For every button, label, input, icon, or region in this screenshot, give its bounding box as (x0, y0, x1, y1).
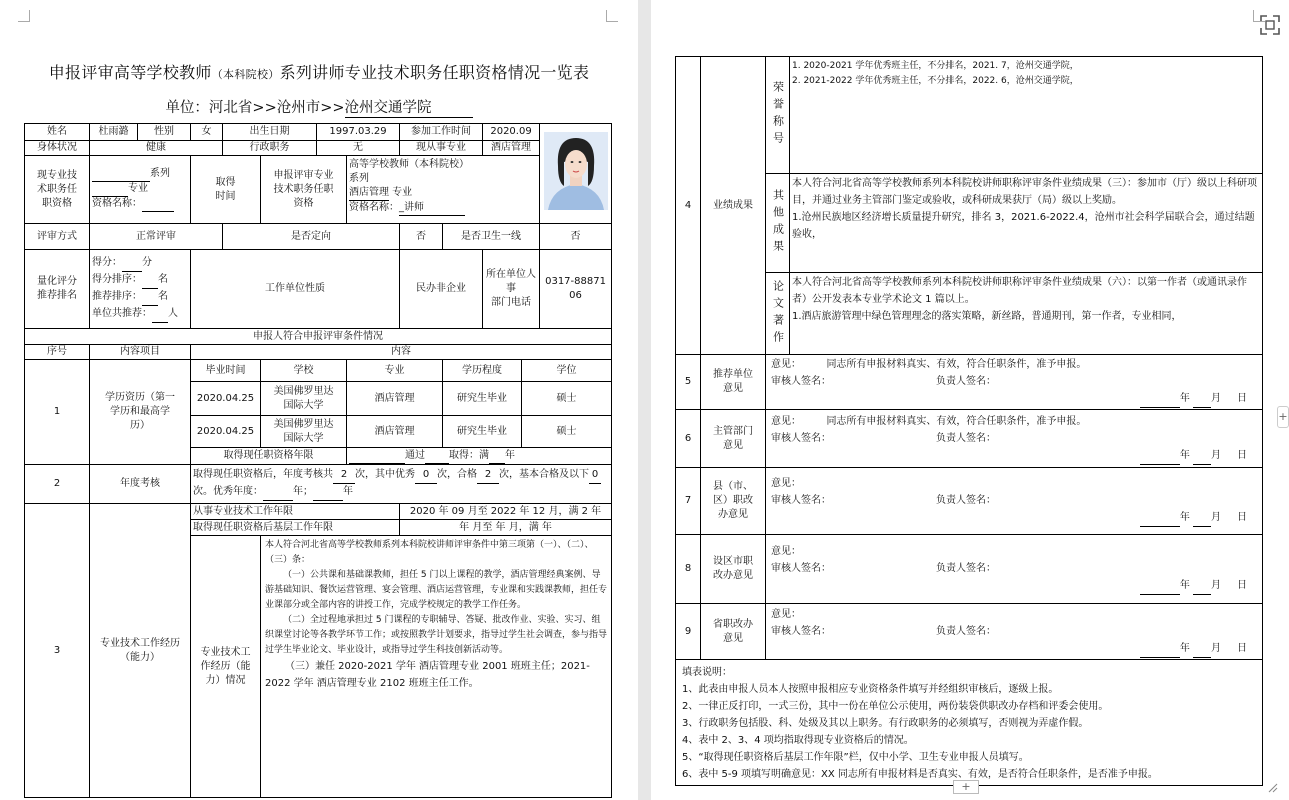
header-serial: 序号 (25, 345, 90, 360)
value-health: 健康 (90, 141, 223, 156)
serial-3: 3 (25, 504, 90, 798)
label-experience-detail: 专业技术工作经历（能力）情况 (191, 536, 261, 798)
page-1 (0, 0, 638, 800)
value-name: 杜雨潞 (90, 124, 138, 141)
table-row (25, 250, 612, 329)
table-row (25, 329, 612, 345)
page-corner-mark (606, 10, 618, 22)
serial-2: 2 (25, 465, 90, 504)
table-row (25, 224, 612, 250)
page-2 (651, 0, 1289, 800)
label-hr-phone: 所在单位人事 部门电话 (483, 250, 540, 329)
add-column-button[interactable]: + (1277, 406, 1289, 428)
papers: 本人符合河北省高等学校教师系列本科院校讲师职称评审条件业绩成果（六）：以第一作者（或通讯录作者）公开发表本专业学术论文 1 篇以上。 1.酒店旅游管理中绿色管理理念的落实策略，新丝路，普通期刊，第一作者，专业相同， (790, 273, 1263, 355)
table-row (25, 360, 612, 382)
table-row (676, 604, 1263, 660)
edu-degree: 硕士 (522, 416, 612, 448)
value-directional: 否 (400, 224, 443, 250)
label-birth: 出生日期 (223, 124, 317, 141)
table-row (676, 535, 1263, 604)
edu-date: 2020.04.25 (191, 416, 261, 448)
table-row (676, 468, 1263, 535)
table-row (676, 410, 1263, 468)
label-recommend-unit: 推荐单位意见 (701, 355, 766, 410)
label-county-office: 县（市、区）职改办意见 (701, 468, 766, 535)
table-row (25, 504, 612, 520)
edu-level: 研究生毕业 (443, 382, 522, 416)
add-row-button[interactable]: + (953, 780, 979, 794)
label-province-office: 省职改办意见 (701, 604, 766, 660)
serial-5: 5 (676, 355, 701, 410)
edu-header-degree: 学位 (522, 360, 612, 382)
label-other-results: 其他成果 (766, 174, 790, 273)
achievements-table (675, 56, 1263, 786)
edu-header-level: 学历程度 (443, 360, 522, 382)
opinion-county-office: 意见： 审核人签名： 负责人签名： 年 月 日 (766, 468, 1263, 535)
label-unit-nature: 工作单位性质 (191, 250, 400, 329)
table-row (25, 345, 612, 360)
item-annual-review: 年度考核 (90, 465, 191, 504)
applicant-photo (544, 132, 608, 210)
label-honors: 荣誉称号 (766, 57, 790, 174)
label-health: 身体状况 (25, 141, 90, 156)
unit-line: 单位：河北省>>沧州市>>沧州交通学院 (0, 96, 638, 118)
label-score-rank: 量化评分 推荐排名 (25, 250, 90, 329)
serial-7: 7 (676, 468, 701, 535)
label-current-major: 现从事专业 (400, 141, 483, 156)
experience-detail: 本人符合河北省高等学校教师系列本科院校讲师评审条件中第三项第（一）、（二）、（三）条： （一）公共课和基础课教师，担任 5 门以上课程的教学，酒店管理经典案例、导游基础知识、餐饮运营管理、宴会管理、酒店运营管理，专业课和实践课教师，担任专业课部分或全部内容的讲授工作，完成学校规定的教学工作任务。 （二）全过程地承担过 5 门课程的专职辅导、答疑、批改作业、实验、实习、组织课堂讨论等各教学环节工作；或按照教学计划要求，指导过学生社会调查，参与指导过学生毕业论文、毕业设计，或指导过学生科技创新活动等。 （三）兼任 2020-2021 学年 酒店管理专业 2001 班班主任；2021-2022 学年 酒店管理专业 2102 班班主任工作。 (261, 536, 612, 798)
table-row (25, 141, 612, 156)
table-row (676, 355, 1263, 410)
value-years-held: 通过 取得：满 年 (347, 448, 612, 465)
table-row (676, 660, 1263, 786)
value-work-start: 2020.09 (483, 124, 540, 141)
value-admin-post: 无 (317, 141, 400, 156)
label-apply-title: 申报评审专业 技术职务任职 资格 (261, 156, 347, 224)
value-current-major: 酒店管理 (483, 141, 540, 156)
edu-header-school: 学校 (261, 360, 347, 382)
resize-handle-icon[interactable] (1267, 782, 1279, 794)
label-papers: 论文著作 (766, 273, 790, 355)
serial-8: 8 (676, 535, 701, 604)
label-years-held: 取得现任职资格年限 (191, 448, 347, 465)
serial-6: 6 (676, 410, 701, 468)
value-hr-phone: 0317-8887106 (540, 250, 612, 329)
page-corner-mark (1253, 10, 1265, 22)
edu-degree: 硕士 (522, 382, 612, 416)
serial-4: 4 (676, 57, 701, 355)
table-row (25, 465, 612, 504)
label-gender: 性别 (138, 124, 191, 141)
score-fields: 得分： 分 得分排序： 名 推荐排序： 名 单位共推荐： 人 (90, 250, 191, 329)
table-row (25, 156, 612, 224)
edu-major: 酒店管理 (347, 416, 443, 448)
edu-date: 2020.04.25 (191, 382, 261, 416)
label-grassroots-years: 取得现任职资格后基层工作年限 (191, 520, 400, 536)
item-achievements: 业绩成果 (701, 57, 766, 355)
label-name: 姓名 (25, 124, 90, 141)
value-work-years: 2020 年 09 月至 2022 年 12 月，满 2 年 (400, 504, 612, 520)
item-education: 学历资历（第一学历和最高学历） (90, 360, 191, 465)
value-gender: 女 (191, 124, 223, 141)
serial-9: 9 (676, 604, 701, 660)
label-city-office: 设区市职改办意见 (701, 535, 766, 604)
label-health-frontline: 是否卫生一线 (443, 224, 540, 250)
label-review-mode: 评审方式 (25, 224, 90, 250)
honors-list: 1. 2020-2021 学年优秀班主任，不分排名，2021. 7，沧州交通学院， 2. 2021-2022 学年优秀班主任，不分排名，2022. 6，沧州交通学院， (790, 57, 1263, 174)
label-current-title: 现专业技 术职务任 职资格 (25, 156, 90, 224)
table-row (25, 124, 612, 141)
other-results: 本人符合河北省高等学校教师系列本科院校讲师职称评审条件业绩成果（三）：参加市（厅）级以上科研项目，并通过业务主管部门鉴定或验收，或科研成果获厅（局）级以上奖励。 1.沧州民族地区经济增长质量提升研究，排名 3，2021.6-2022.4，沧州市社会科学届联合会，通过结题验收， (790, 174, 1263, 273)
value-unit-nature: 民办非企业 (400, 250, 483, 329)
label-directional: 是否定向 (223, 224, 400, 250)
label-supervising-dept: 主管部门意见 (701, 410, 766, 468)
label-admin-post: 行政职务 (223, 141, 317, 156)
page-corner-mark (18, 10, 30, 22)
serial-1: 1 (25, 360, 90, 465)
header-content: 内容 (191, 345, 612, 360)
value-grassroots-years: 年 月至 年 月，满 年 (400, 520, 612, 536)
section-header: 申报人符合申报评审条件情况 (25, 329, 612, 345)
opinion-supervising-dept: 意见： 同志所有申报材料真实、有效，符合任职条件，准予申报。 审核人签名： 负责人签名： 年 月 日 (766, 410, 1263, 468)
edu-header-major: 专业 (347, 360, 443, 382)
edu-header-date: 毕业时间 (191, 360, 261, 382)
edu-major: 酒店管理 (347, 382, 443, 416)
edu-school: 美国佛罗里达国际大学 (261, 382, 347, 416)
current-title-fields: 系列 专业 资格名称： (90, 156, 191, 224)
apply-title-fields: 高等学校教师（本科院校） 系列 酒店管理 专业 资格名称：_讲师 (347, 156, 540, 224)
opinion-province-office: 意见： 审核人签名： 负责人签名： 年 月 日 (766, 604, 1263, 660)
annual-review-text: 取得现任职资格后，年度考核共 2 次，其中优秀 0 次，合格 2 次，基本合格及以下 0次。优秀年度： 年； 年 (191, 465, 612, 504)
label-work-start: 参加工作时间 (400, 124, 483, 141)
item-work-experience: 专业技术工作经历（能力） (90, 504, 191, 798)
edu-school: 美国佛罗里达国际大学 (261, 416, 347, 448)
label-work-years: 从事专业技术工作年限 (191, 504, 400, 520)
value-review-mode: 正常评审 (90, 224, 223, 250)
edu-level: 研究生毕业 (443, 416, 522, 448)
document-title: 申报评审高等学校教师（本科院校）系列讲师专业技术职务任职资格情况一览表 (48, 63, 590, 82)
table-row (676, 57, 1263, 174)
qualification-table (24, 123, 612, 798)
header-item: 内容项目 (90, 345, 191, 360)
opinion-city-office: 意见： 审核人签名： 负责人签名： 年 月 日 (766, 535, 1263, 604)
value-birth: 1997.03.29 (317, 124, 400, 141)
opinion-recommend-unit: 意见： 同志所有申报材料真实、有效，符合任职条件，准予申报。 审核人签名： 负责人签名： 年 月 日 (766, 355, 1263, 410)
label-obtain-time: 取得 时间 (191, 156, 261, 224)
photo-cell (540, 124, 612, 224)
value-health-frontline: 否 (540, 224, 612, 250)
filling-notes: 填表说明： 1、此表由申报人员本人按照申报相应专业资格条件填写并经组织审核后，逐级上报。 2、一律正反打印，一式三份，其中一份在单位公示使用，两份装袋供职改办存档和评委会使用。 3、行政职务包括股、科、处级及其以上职务。有行政职务的必须填写，否则视为弄虚作假。 4、表中 2、3、4 项均指取得现专业资格后的情况。 5、“取得现任职资格后基层工作年限”栏，仅中小学、卫生专业申报人员填写。 6、表中 5-9 项填写明确意见：XX 同志所有申报材料是否真实、有效，是否符合任职条件，是否准予申报。 (676, 660, 1263, 786)
